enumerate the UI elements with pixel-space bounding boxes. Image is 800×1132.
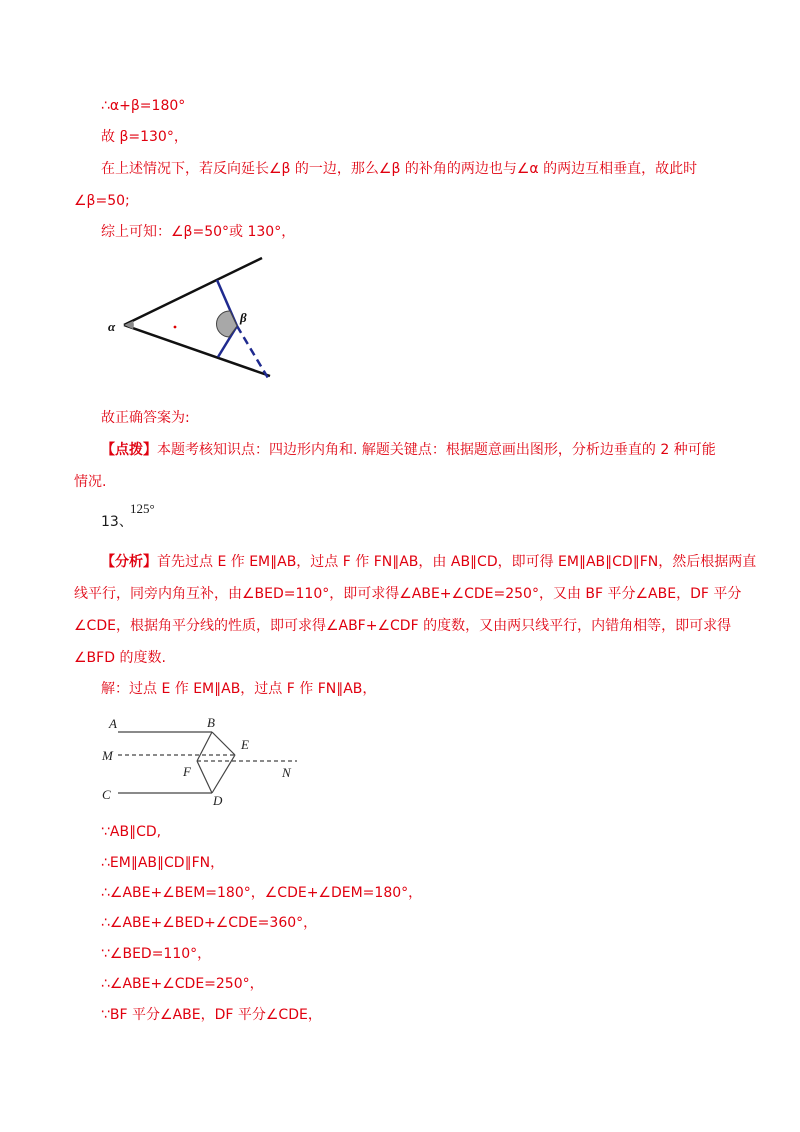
alpha-label: α bbox=[108, 319, 116, 334]
line-summary: 综上可知：∠β=50°或 130°， bbox=[101, 224, 296, 240]
analysis-line-1 bbox=[101, 552, 756, 572]
line-answer-heading: 故正确答案为: bbox=[101, 410, 190, 426]
lower-ray bbox=[124, 325, 270, 376]
parallel-lines-figure bbox=[95, 708, 310, 808]
question-answer: 125° bbox=[130, 501, 155, 516]
label-C: C bbox=[102, 787, 111, 802]
segment-ED bbox=[212, 755, 235, 793]
label-M: M bbox=[102, 748, 113, 763]
label-E: E bbox=[241, 737, 249, 752]
segment-FD bbox=[197, 761, 212, 793]
solution-intro: 解：过点 E 作 EM∥AB，过点 F 作 FN∥AB， bbox=[101, 681, 377, 697]
line-alpha-beta-sum: ∴α+β=180° bbox=[101, 98, 186, 114]
beta-label: β bbox=[240, 310, 247, 325]
label-D: D bbox=[213, 793, 223, 808]
angle-figure bbox=[100, 248, 290, 398]
proof-line-1: ∵AB∥CD, bbox=[101, 824, 162, 840]
analysis-line-2: 线平行，同旁内角互补，由∠BED=110°，即可求得∠ABE+∠CDE=250°，又由 BF 平分∠ABE，DF 平分 bbox=[74, 586, 742, 602]
segment-BF bbox=[197, 732, 212, 761]
proof-line-3: ∴∠ABE+∠BEM=180°，∠CDE+∠DEM=180°， bbox=[101, 885, 423, 901]
tip-text: 本题考核知识点：四边形内角和. 解题关键点：根据题意画出图形，分析边垂直的 2 种可能 bbox=[157, 442, 716, 458]
line-case-description: 在上述情况下，若反向延长∠β 的一边，那么∠β 的补角的两边也与∠α 的两边互相垂直，故此时 bbox=[101, 161, 698, 177]
proof-line-6: ∴∠ABE+∠CDE=250°， bbox=[101, 976, 264, 992]
analysis-text: 首先过点 E 作 EM∥AB，过点 F 作 FN∥AB，由 AB∥CD，即可得 EM∥AB∥CD∥FN，然后根据两直 bbox=[157, 554, 757, 570]
tip-tag: 【点拨】 bbox=[101, 442, 157, 458]
proof-line-2: ∴EM∥AB∥CD∥FN， bbox=[101, 855, 225, 871]
analysis-line-4: ∠BFD 的度数. bbox=[74, 650, 166, 666]
analysis-tag: 【分析】 bbox=[101, 554, 157, 570]
proof-line-5: ∵∠BED=110°， bbox=[101, 946, 212, 962]
line-beta-130: 故 β=130°， bbox=[101, 129, 188, 145]
line-beta-50: ∠β=50; bbox=[74, 193, 130, 209]
analysis-line-3: ∠CDE，根据角平分线的性质，即可求得∠ABF+∠CDF 的度数，又由两只线平行，内错角相等，即可求得 bbox=[74, 618, 732, 634]
label-B: B bbox=[207, 715, 215, 730]
line-tip bbox=[101, 440, 716, 460]
proof-line-7: ∵BF 平分∠ABE，DF 平分∠CDE， bbox=[101, 1007, 322, 1023]
segment-BE bbox=[212, 732, 235, 755]
center-dot bbox=[174, 326, 177, 329]
label-F: F bbox=[183, 764, 191, 779]
proof-line-4: ∴∠ABE+∠BED+∠CDE=360°， bbox=[101, 915, 318, 931]
label-A: A bbox=[109, 716, 117, 731]
question-number: 13、 bbox=[101, 514, 133, 530]
line-tip-end: 情况. bbox=[74, 474, 107, 490]
label-N: N bbox=[282, 765, 291, 780]
